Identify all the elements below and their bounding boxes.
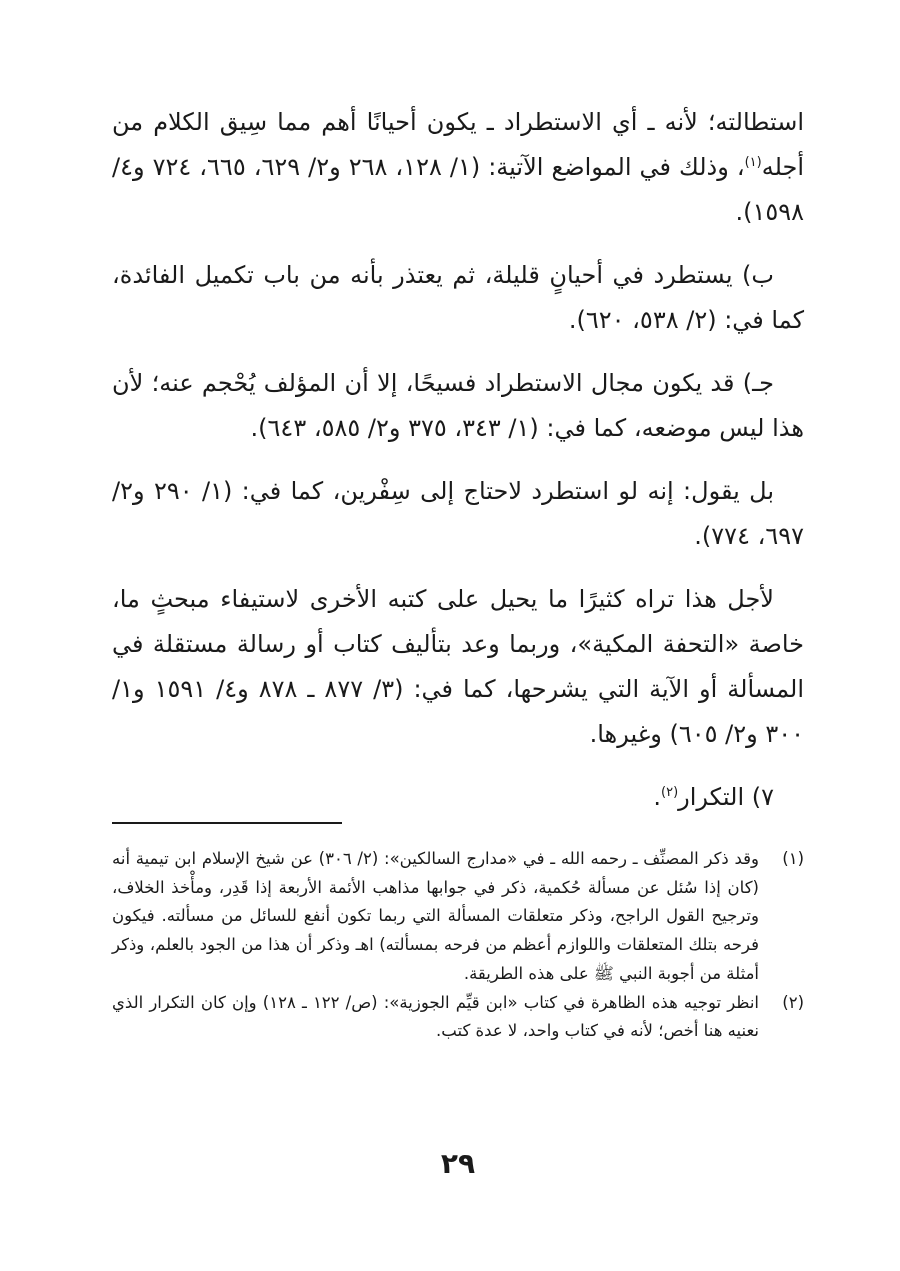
heading-tail: . [653, 783, 661, 811]
paragraph-two-volumes: بل يقول: إنه لو استطرد لاحتاج إلى سِفْرين، كما في: (١/ ٢٩٠ و٢/ ٦٩٧، ٧٧٤). [112, 477, 804, 550]
footnote-number: (١) [782, 849, 804, 868]
paragraph-point-c: جـ) قد يكون مجال الاستطراد فسيحًا، إلا أن المؤلف يُحْجم عنه؛ لأن هذا ليس موضعه، كما في: (١/ ٣٤٣، ٣٧٥ و٢/ ٥٨٥، ٦٤٣). [112, 369, 804, 442]
footnote-text: وقد ذكر المصنِّف ـ رحمه الله ـ في «مدارج السالكين»: (٢/ ٣٠٦) عن شيخ الإسلام ابن تيمية أنه (كان إذا سُئل عن مسألة حُكمية، ذكر في جوابها مذاهب الأئمة الأربعة إذا قَدِر، ومأْخذ الخلاف، وترجيح القول الراجح، وذكر متعلقات المسألة التي ربما تكون أنفع للسائل من مسألته. فيكون فرحه بتلك المتعلقات واللوازم أعظم من فرحه بمسألته) اهـ وذكر أن هذا من الجود بالعلم، وذكر أمثلة من أجوبة النبي ﷺ على هذه الطريقة. [112, 849, 760, 983]
paragraph-digression-importance [112, 100, 804, 235]
footnote-1 [112, 845, 804, 989]
heading-text: ٧) التكرار [678, 783, 774, 811]
footnote-ref-2[interactable]: (٢) [661, 785, 679, 800]
footnote-divider [112, 822, 342, 824]
heading-repetition [112, 775, 804, 820]
paragraph-text-tail: ، وذلك في المواضع الآتية: (١/ ١٢٨، ٢٦٨ و٢/ ٦٢٩، ٦٦٥، ٧٢٤ و٤/ ١٥٩٨). [112, 153, 804, 226]
paragraph-text: استطالته؛ لأنه ـ أي الاستطراد ـ يكون أحيانًا أهم مما سِيق الكلام من أجله [112, 108, 805, 181]
paragraph-referrals: لأجل هذا تراه كثيرًا ما يحيل على كتبه الأخرى لاستيفاء مبحثٍ ما، خاصة «التحفة المكية»، وربما وعد بتأليف كتاب أو رسالة مستقلة في المسألة أو الآية التي يشرحها، كما في: (٣/ ٨٧٧ ـ ٨٧٨ و٤/ ١٥٩١ و١/ ٣٠٠ و٢/ ٦٠٥) وغيرها. [112, 585, 805, 748]
page-number: ٢٩ [440, 1147, 476, 1180]
footnotes [112, 845, 804, 1046]
footnote-number: (٢) [782, 992, 804, 1012]
page-content [112, 100, 805, 1180]
paragraph-point-b: ب) يستطرد في أحيانٍ قليلة، ثم يعتذر بأنه من باب تكميل الفائدة، كما في: (٢/ ٥٣٨، ٦٢٠). [112, 261, 804, 334]
footnote-text: انظر توجيه هذه الظاهرة في كتاب «ابن قيِّم الجوزية»: (ص/ ١٢٢ ـ ١٢٨) وإن كان التكرار الذي نعنيه هنا أخص؛ لأنه في كتاب واحد، لا عدة كتب. [112, 992, 760, 1041]
footnote-ref-1[interactable]: (١) [744, 155, 762, 170]
footnote-2 [112, 989, 804, 1046]
